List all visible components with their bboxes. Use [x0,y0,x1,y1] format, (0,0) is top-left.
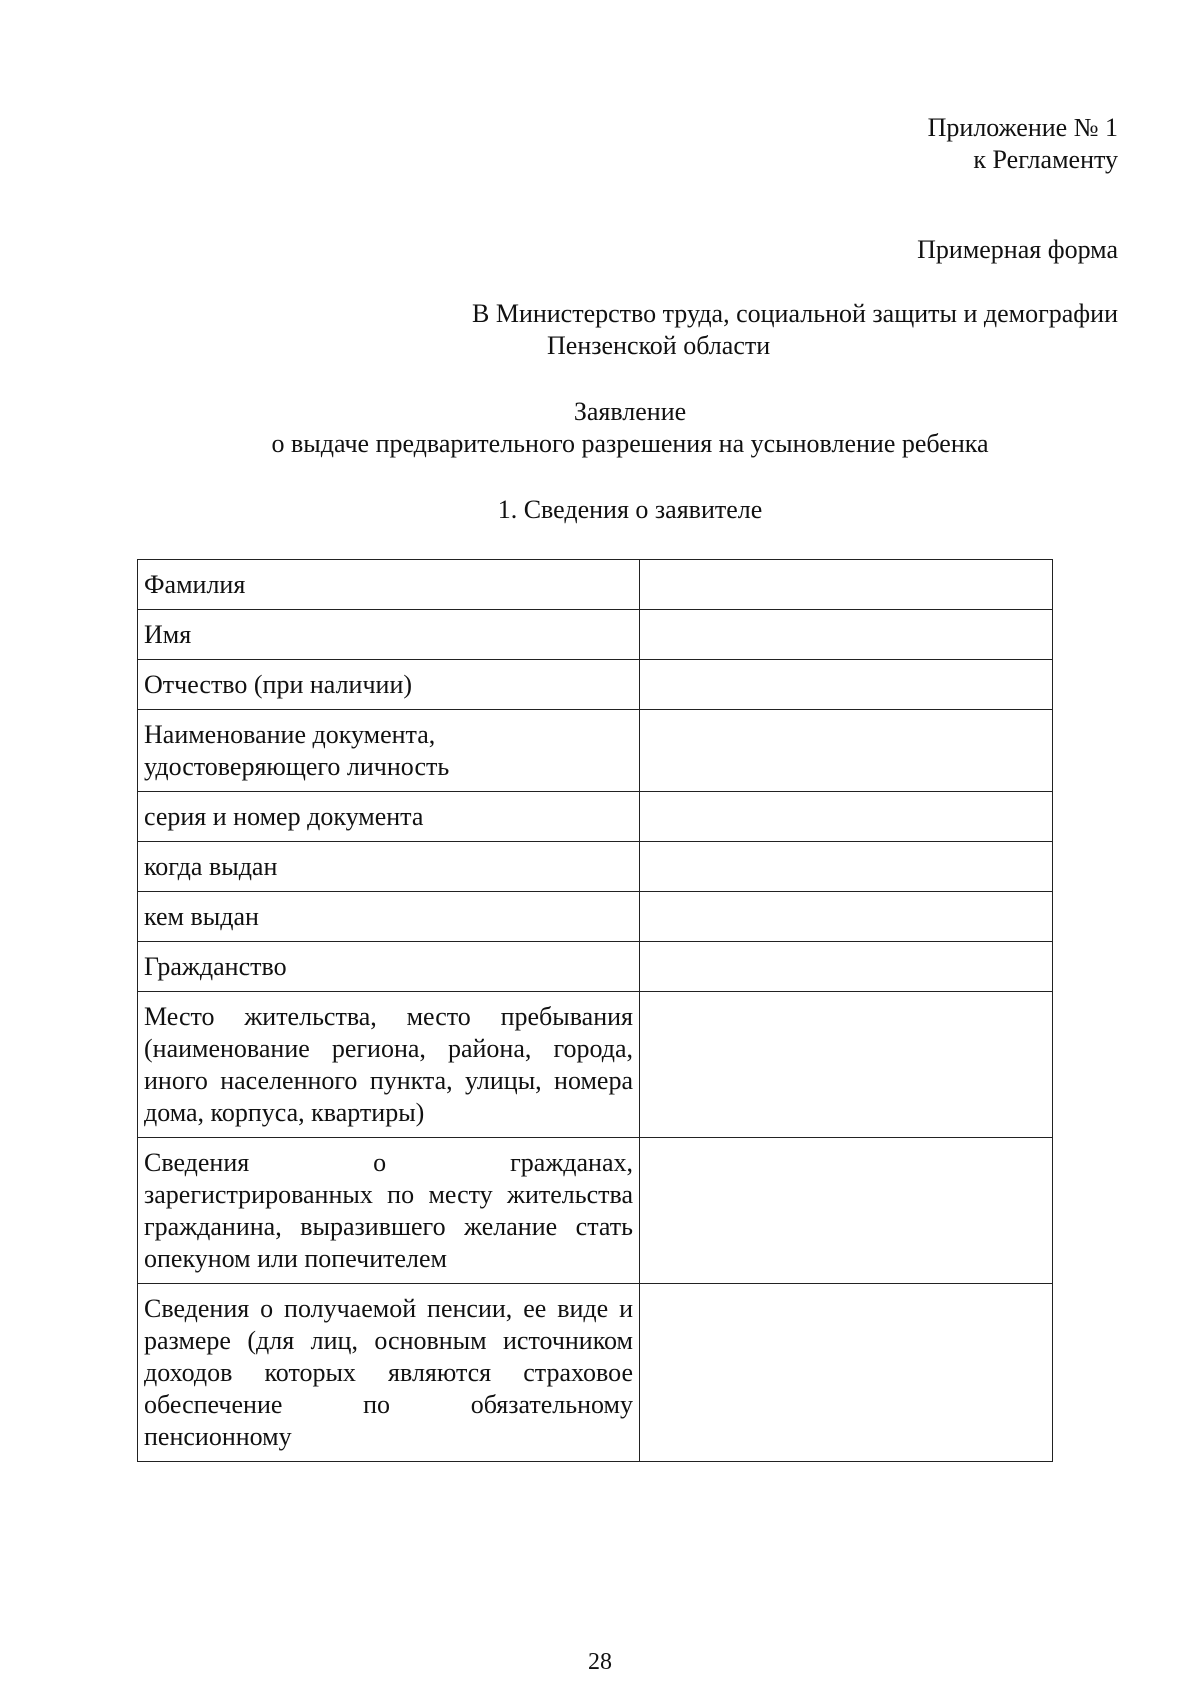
row-value-field[interactable] [640,892,1053,942]
row-value-field[interactable] [640,1138,1053,1284]
row-value-field[interactable] [640,610,1053,660]
row-value-field[interactable] [640,992,1053,1138]
row-value-field[interactable] [640,660,1053,710]
row-label: Имя [138,610,640,660]
appendix-number: Приложение № 1 [927,113,1118,142]
row-label: Сведения о получаемой пенсии, ее виде и размере (для лиц, основным источником доходов которых являются страховое обеспечение по обязательному пенсионному [138,1284,640,1462]
row-label: Сведения о гражданах, зарегистрированных по месту жительства гражданина, выразившего желание стать опекуном или попечителем [138,1138,640,1284]
title-line-2: о выдаче предварительного разрешения на усыновление ребенка [271,429,989,458]
row-value-field[interactable] [640,942,1053,992]
table-row [138,992,1053,1138]
table-row [138,610,1053,660]
row-label: Гражданство [138,942,640,992]
table-row [138,560,1053,610]
table-row [138,660,1053,710]
row-label: серия и номер документа [138,792,640,842]
table-row [138,710,1053,792]
section-heading: 1. Сведения о заявителе [497,495,763,524]
document-title [130,396,1130,460]
row-label: Фамилия [138,560,640,610]
table-row [138,1138,1053,1284]
row-value-field[interactable] [640,710,1053,792]
row-label: когда выдан [138,842,640,892]
row-label: Наименование документа, удостоверяющего личность [138,710,640,792]
row-label: Отчество (при наличии) [138,660,640,710]
table-row [138,1284,1053,1462]
row-value-field[interactable] [640,842,1053,892]
row-value-field[interactable] [640,560,1053,610]
table-row [138,892,1053,942]
table-row [138,842,1053,892]
form-type-label: Примерная форма [917,235,1118,264]
appendix-reference [928,112,1118,176]
row-value-field[interactable] [640,792,1053,842]
row-label: кем выдан [138,892,640,942]
title-line-1: Заявление [573,397,687,426]
recipient-line-1: В Министерство труда, социальной защиты и демографии [471,299,1118,328]
row-value-field[interactable] [640,1284,1053,1462]
row-label: Место жительства, место пребывания (наименование региона, района, города, иного населенного пункта, улицы, номера дома, корпуса, квартиры) [138,992,640,1138]
recipient-block [400,298,1118,362]
table-row [138,942,1053,992]
page-number: 28 [588,1649,612,1675]
table-row [138,792,1053,842]
recipient-line-2: Пензенской области [547,331,771,360]
applicant-info-table [137,559,1053,1462]
appendix-regulation: к Регламенту [973,145,1118,174]
